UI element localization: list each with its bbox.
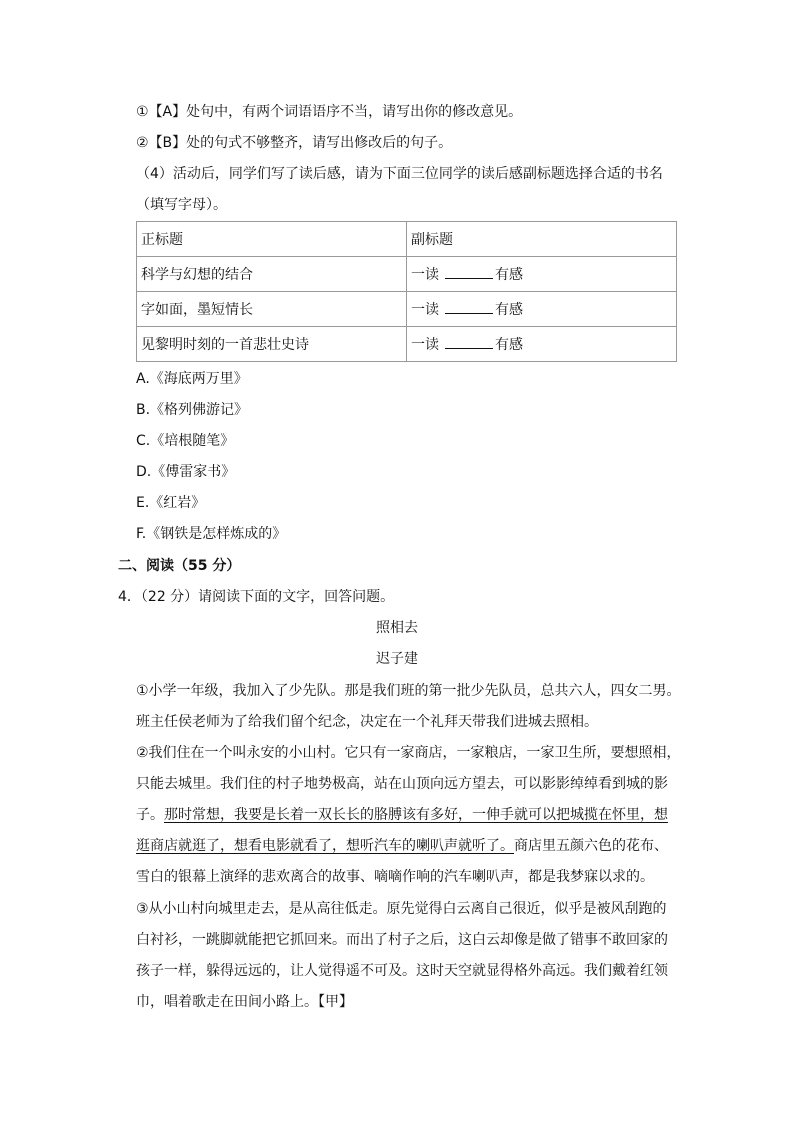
section-heading: 二、阅读（55 分） xyxy=(118,558,241,574)
table-header-cell: 正标题 xyxy=(137,222,407,257)
paragraph-2-line-2: 只能去城里。我们住的村子地势极高，站在山顶向远方望去，可以影影绰绰看到城的影 xyxy=(136,776,668,792)
subtitle-prefix: 一读 xyxy=(411,267,439,283)
paragraph-2-line-5: 雪白的银幕上演绎的悲欢离合的故事、嘀嘀作响的汽车喇叭声，都是我梦寐以求的。 xyxy=(136,869,654,885)
subtitle-suffix: 有感 xyxy=(495,302,523,318)
paragraph-3-line-3: 孩子一样，躲得远远的，让人觉得遥不可及。这时天空就显得格外高远。我们戴着红领 xyxy=(136,963,668,979)
subtitle-prefix: 一读 xyxy=(411,337,439,353)
table-header-row xyxy=(137,222,677,257)
table-row xyxy=(137,292,677,327)
table-row xyxy=(137,327,677,362)
question-3-item-1: ①【A】处句中，有两个词语语序不当，请写出你的修改意见。 xyxy=(136,104,523,120)
table-row xyxy=(137,257,677,292)
paragraph-3-line-1: ③从小山村向城里走去，是从高往低走。原先觉得白云离自己很近，似乎是被风刮跑的 xyxy=(136,901,667,917)
paragraph-1-line-1: ①小学一年级，我加入了少先队。那是我们班的第一批少先队员，总共六人，四女二男。 xyxy=(136,683,681,699)
option-e: E.《红岩》 xyxy=(136,495,206,511)
option-d: D.《傅雷家书》 xyxy=(136,464,236,480)
subtitle-cell xyxy=(407,292,677,327)
paragraph-2-line-3 xyxy=(136,805,668,825)
option-f: F.《钢铁是怎样炼成的》 xyxy=(136,526,287,542)
main-title-cell: 见黎明时刻的一首悲壮史诗 xyxy=(137,327,407,362)
answer-blank[interactable] xyxy=(445,336,493,349)
subtitle-suffix: 有感 xyxy=(495,337,523,353)
question-4-prompt-line-1: （4）活动后，同学们写了读后感，请为下面三位同学的读后感副标题选择合适的书名 xyxy=(136,166,663,182)
paragraph-3-line-4: 巾，唱着歌走在田间小路上。【甲】 xyxy=(136,994,353,1010)
underlined-sentence: 逛商店就逛了，想看电影就看了，想听汽车的喇叭声就听了。 xyxy=(136,838,514,854)
subtitle-suffix: 有感 xyxy=(495,267,523,283)
question-3-item-2: ②【B】处的句式不够整齐，请写出修改后的句子。 xyxy=(136,135,453,151)
paragraph-2-line-1: ②我们住在一个叫永安的小山村。它只有一家商店，一家粮店，一家卫生所，要想照相， xyxy=(136,745,681,761)
plain-text: 子。 xyxy=(136,807,164,823)
answer-blank[interactable] xyxy=(445,266,493,279)
paragraph-2-line-4 xyxy=(136,836,668,856)
main-title-cell: 字如面，墨短情长 xyxy=(137,292,407,327)
paragraph-3-line-2: 白衬衫，一跳脚就能把它抓回来。而出了村子之后，这白云却像是做了错事不敢回家的 xyxy=(136,932,668,948)
main-title-cell: 科学与幻想的结合 xyxy=(137,257,407,292)
subtitle-cell xyxy=(407,327,677,362)
question-4-intro: 4．（22 分）请阅读下面的文字，回答问题。 xyxy=(118,589,395,605)
option-c: C.《培根随笔》 xyxy=(136,433,235,449)
article-title: 照相去 xyxy=(376,620,418,636)
paragraph-1-line-2: 班主任侯老师为了给我们留个纪念，决定在一个礼拜天带我们进城去照相。 xyxy=(136,714,598,730)
plain-text: 商店里五颜六色的花布、 xyxy=(514,838,668,854)
option-b: B.《格列佛游记》 xyxy=(136,402,249,418)
answer-blank[interactable] xyxy=(445,301,493,314)
subtitle-cell xyxy=(407,257,677,292)
subtitle-prefix: 一读 xyxy=(411,302,439,318)
subtitle-table xyxy=(136,221,677,362)
underlined-sentence: 那时常想，我要是长着一双长长的胳膊该有多好，一伸手就可以把城揽在怀里，想 xyxy=(164,807,668,823)
table-header-cell: 副标题 xyxy=(407,222,677,257)
article-author: 迟子建 xyxy=(376,651,418,667)
option-a: A.《海底两万里》 xyxy=(136,371,248,387)
question-4-prompt-line-2: （填写字母）。 xyxy=(136,197,227,213)
